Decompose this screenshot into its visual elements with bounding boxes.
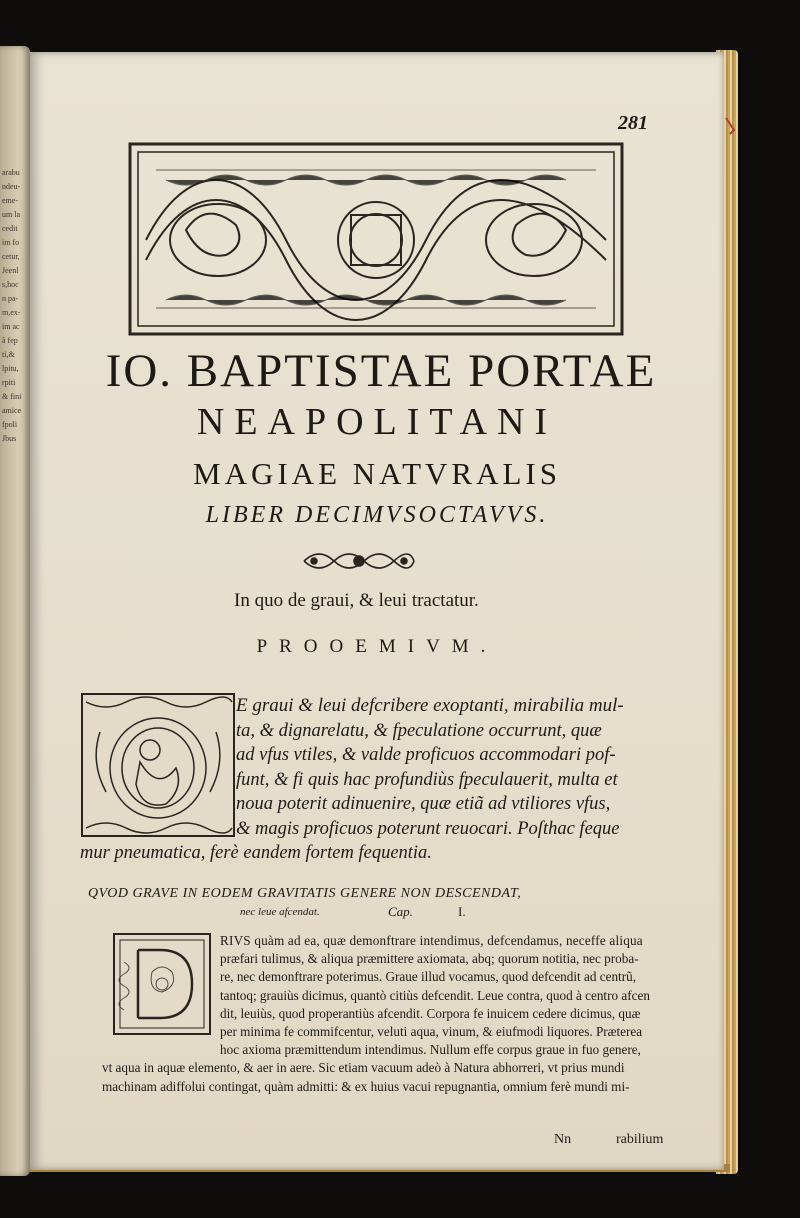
intro-line: ta, & dignarelatu, & fpeculatione occurrunt, quæ (236, 721, 602, 741)
body-line: re, nec demonftrare poterimus. Graue illud vocamus, quod defcendit ad centrũ, (220, 969, 636, 985)
left-page-fragment: ti,& (2, 350, 15, 359)
intro-line: funt, & fi quis hac profundiùs fpeculauerit, multa et (236, 770, 618, 790)
left-page-fragment: Jbus (2, 434, 17, 443)
title-line-1: IO. BAPTISTAE PORTAE (105, 345, 657, 397)
body-line: tantoq; grauiùs dicimus, quantò citiùs defcendit. Leue contra, quod à centro afcen (220, 987, 650, 1003)
body-line: vt aqua in aquæ elemento, & aer in aere. Sic etiam vacuum adeò à Natura abhorreri, vt prius mundi (102, 1060, 625, 1076)
intro-line: ad vfus vtiles, & valde proficuos accommodari pof- (236, 745, 616, 765)
fleuron-ornament (294, 546, 424, 576)
left-page-fragment: cetur, (2, 252, 20, 261)
chapter-cap-label: Cap. (388, 904, 413, 919)
intro-line: noua poterit adinuenire, quæ etiã ad vtiliores vfus, (236, 794, 611, 814)
chapter-title: QVOD GRAVE IN EODEM GRAVITATIS GENERE NON DESCENDAT, (88, 886, 522, 901)
body-line: dit, leuiùs, quod properantiùs afcendit. Corpora fe inuicem cedere dicimus, quæ (220, 1005, 641, 1021)
left-page-fragment: rpiti (2, 378, 16, 387)
left-page-fragment: m,ex- (2, 308, 21, 317)
signature-mark: Nn (554, 1132, 572, 1147)
left-page-fragment: n pa- (2, 294, 19, 303)
left-page-fragment: s,hoc (2, 280, 19, 289)
left-page-fragment: im fo (2, 238, 20, 247)
intro-line: & magis proficuos poterunt reuocari. Poſthac feque (236, 819, 620, 839)
left-page-fragments (0, 46, 30, 446)
intro-line: mur pneumatica, ferè eandem fortem fequentia. (80, 843, 432, 863)
left-page-fragment: cedit (2, 224, 18, 233)
page-number: 281 (618, 112, 648, 134)
left-page-fragment: eme- (2, 196, 18, 205)
decorated-initial-e (80, 692, 236, 838)
left-page-fragment: im ac (2, 322, 20, 331)
decorated-initial-d (112, 932, 212, 1036)
left-page-fragment: um la (2, 210, 20, 219)
body-line: per minima fe commifcentur, veluti aqua, vinum, & eiufmodi liquores. Præterea (220, 1024, 643, 1039)
left-page-fragment: ã fep (2, 336, 18, 345)
prooemium-heading: PROOEMIVM. (256, 636, 498, 657)
left-page-fragment: & fini (2, 392, 22, 401)
body-line: machinam adiffolui contingat, quàm admitti: & ex huius vacui repugnantia, omnium ferè mundi mi- (102, 1078, 630, 1094)
title-line-2: NEAPOLITANI (196, 401, 558, 443)
body-line: hoc axioma præmittendum intendimus. Nullum effe corpus graue in fuo genere, (220, 1042, 641, 1058)
book-subtitle: In quo de graui, & leui tractatur. (234, 590, 479, 611)
chapter-cap-number: I. (458, 904, 466, 919)
left-page-fragment: fpoli (2, 420, 18, 429)
left-page-fragment: ndeu- (2, 182, 21, 191)
intro-line: E graui & leui defcribere exoptanti, mirabilia mul- (236, 695, 624, 716)
book-page (30, 52, 724, 1170)
left-page-fragment: Jeenl (2, 266, 19, 275)
woodcut-headpiece (126, 140, 626, 338)
body-line: præfari tulimus, & aliqua præmittere axiomata, abq; quorum notitia, nec proba- (220, 951, 639, 967)
chapter-subtitle: nec leue afcendat. (240, 906, 320, 918)
title-line-4: LIBER DECIMVSOCTAVVS. (205, 502, 549, 528)
body-line: RIVS quàm ad ea, quæ demonftrare intendimus, defcendamus, neceffe aliqua (220, 933, 643, 948)
left-page-fragment: arabu (2, 168, 20, 177)
catchword: rabilium (616, 1132, 664, 1147)
left-page-fragment: lpitu, (2, 364, 19, 373)
left-page-fragment: amice (2, 406, 22, 415)
red-ink-mark (724, 116, 738, 136)
title-line-3: MAGIAE NATVRALIS (193, 456, 561, 491)
